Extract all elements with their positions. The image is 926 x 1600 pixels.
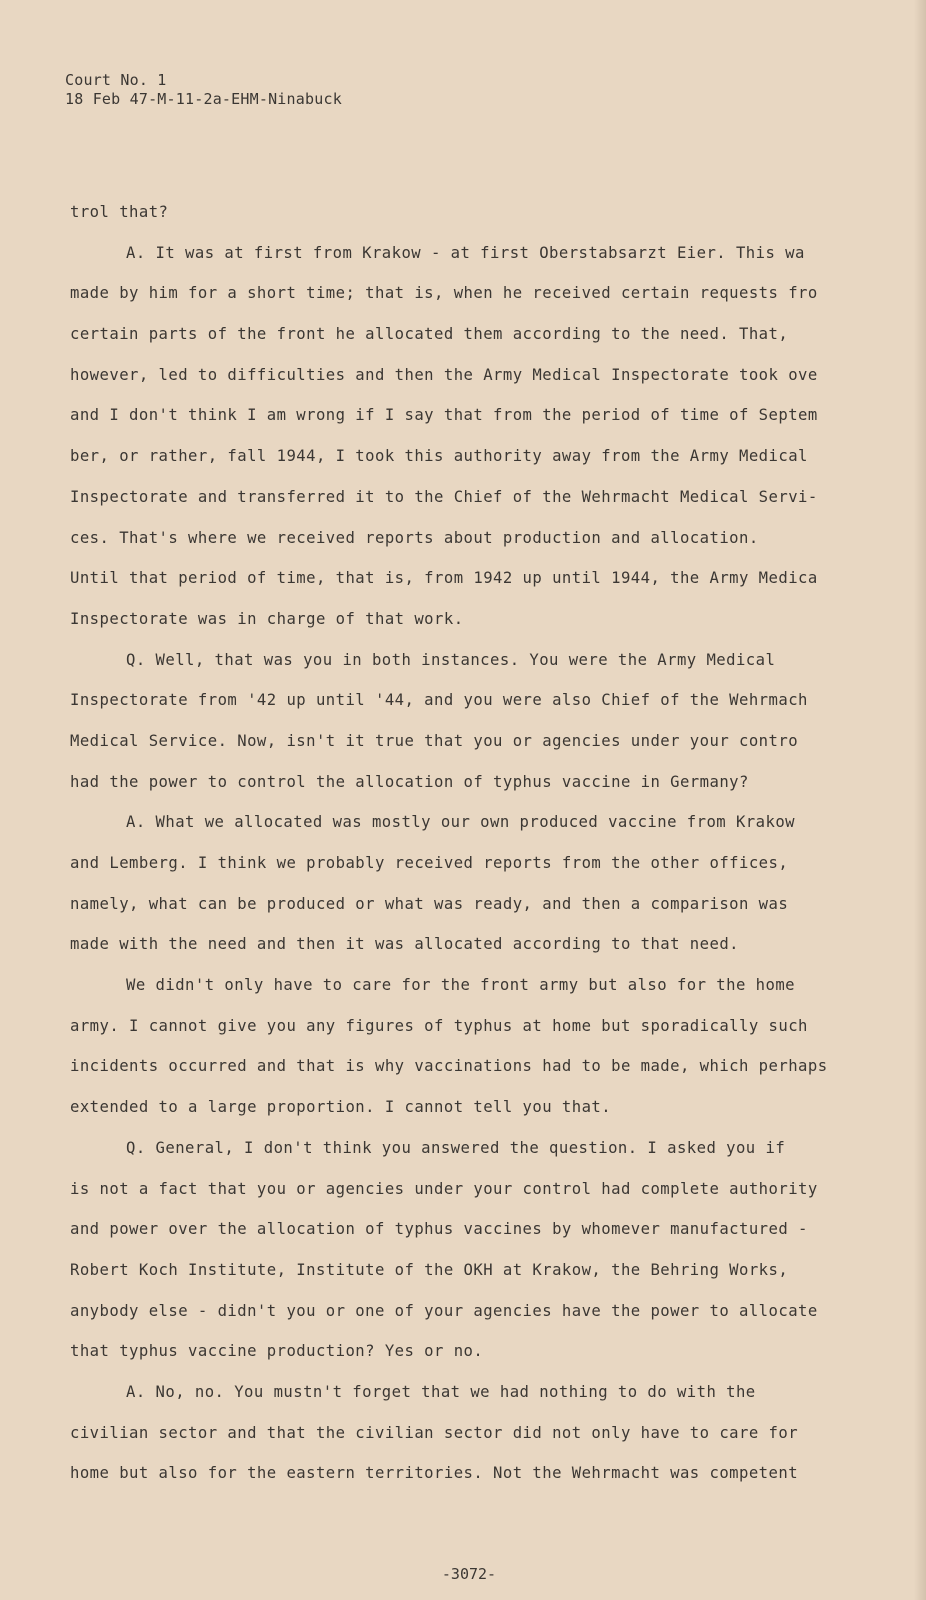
transcript-line: and power over the allocation of typhus vaccines by whomever manufactured -	[70, 1220, 808, 1239]
transcript-line: Q. General, I don't think you answered the question. I asked you if	[126, 1138, 786, 1157]
page-edge-shadow	[914, 0, 926, 1600]
page-number: -3072-	[441, 1565, 497, 1583]
transcript-line: A. What we allocated was mostly our own produced vaccine from Krakow	[126, 813, 795, 832]
transcript-line: Inspectorate was in charge of that work.	[70, 609, 464, 628]
transcript-line: Inspectorate from '42 up until '44, and you were also Chief of the Wehrmach	[70, 691, 808, 710]
transcript-line: made by him for a short time; that is, when he received certain requests fro	[70, 284, 818, 303]
transcript-body	[70, 192, 860, 1494]
transcript-line: Medical Service. Now, isn't it true that you or agencies under your contro	[70, 731, 799, 750]
transcript-line: Q. Well, that was you in both instances. You were the Army Medical	[126, 650, 776, 669]
transcript-line: A. No, no. You mustn't forget that we had nothing to do with the	[126, 1382, 756, 1401]
transcript-line: trol that?	[70, 203, 169, 221]
transcript-line: army. I cannot give you any figures of typhus at home but sporadically such	[70, 1016, 808, 1035]
transcript-line: that typhus vaccine production? Yes or no.	[70, 1342, 484, 1361]
transcript-line: made with the need and then it was allocated according to that need.	[70, 935, 739, 954]
transcript-line: incidents occurred and that is why vaccinations had to be made, which perhaps	[70, 1057, 828, 1076]
transcript-line: Until that period of time, that is, from 1942 up until 1944, the Army Medica	[70, 569, 818, 588]
transcript-line: certain parts of the front he allocated them according to the need. That,	[70, 325, 789, 344]
transcript-line: Inspectorate and transferred it to the Chief of the Wehrmacht Medical Servi-	[70, 487, 818, 506]
transcript-line: ces. That's where we received reports about production and allocation.	[70, 528, 759, 547]
transcript-line: however, led to difficulties and then the Army Medical Inspectorate took ove	[70, 365, 818, 384]
transcript-line: We didn't only have to care for the front army but also for the home	[126, 976, 795, 995]
transcript-line: had the power to control the allocation of typhus vaccine in Germany?	[70, 772, 749, 791]
transcript-line: A. It was at first from Krakow - at first Oberstabsarzt Eier. This wa	[126, 243, 805, 262]
transcript-line: is not a fact that you or agencies under your control had complete authority	[70, 1179, 818, 1198]
transcript-line: anybody else - didn't you or one of your agencies have the power to allocate	[70, 1301, 818, 1320]
transcript-line: Robert Koch Institute, Institute of the OKH at Krakow, the Behring Works,	[70, 1260, 789, 1279]
transcript-line: namely, what can be produced or what was ready, and then a comparison was	[70, 894, 789, 913]
transcript-line: extended to a large proportion. I cannot tell you that.	[70, 1098, 612, 1117]
header-court-line: Court No. 1	[65, 71, 167, 89]
transcript-line: ber, or rather, fall 1944, I took this authority away from the Army Medical	[70, 447, 808, 466]
header-reference-line: 18 Feb 47-M-11-2a-EHM-Ninabuck	[65, 90, 342, 108]
transcript-line: and Lemberg. I think we probably received reports from the other offices,	[70, 854, 789, 872]
transcript-line: civilian sector and that the civilian sector did not only have to care for	[70, 1423, 799, 1442]
transcript-line: home but also for the eastern territories. Not the Wehrmacht was competent	[70, 1464, 799, 1483]
transcript-line: and I don't think I am wrong if I say that from the period of time of Septem	[70, 406, 818, 425]
page-header	[65, 71, 342, 109]
